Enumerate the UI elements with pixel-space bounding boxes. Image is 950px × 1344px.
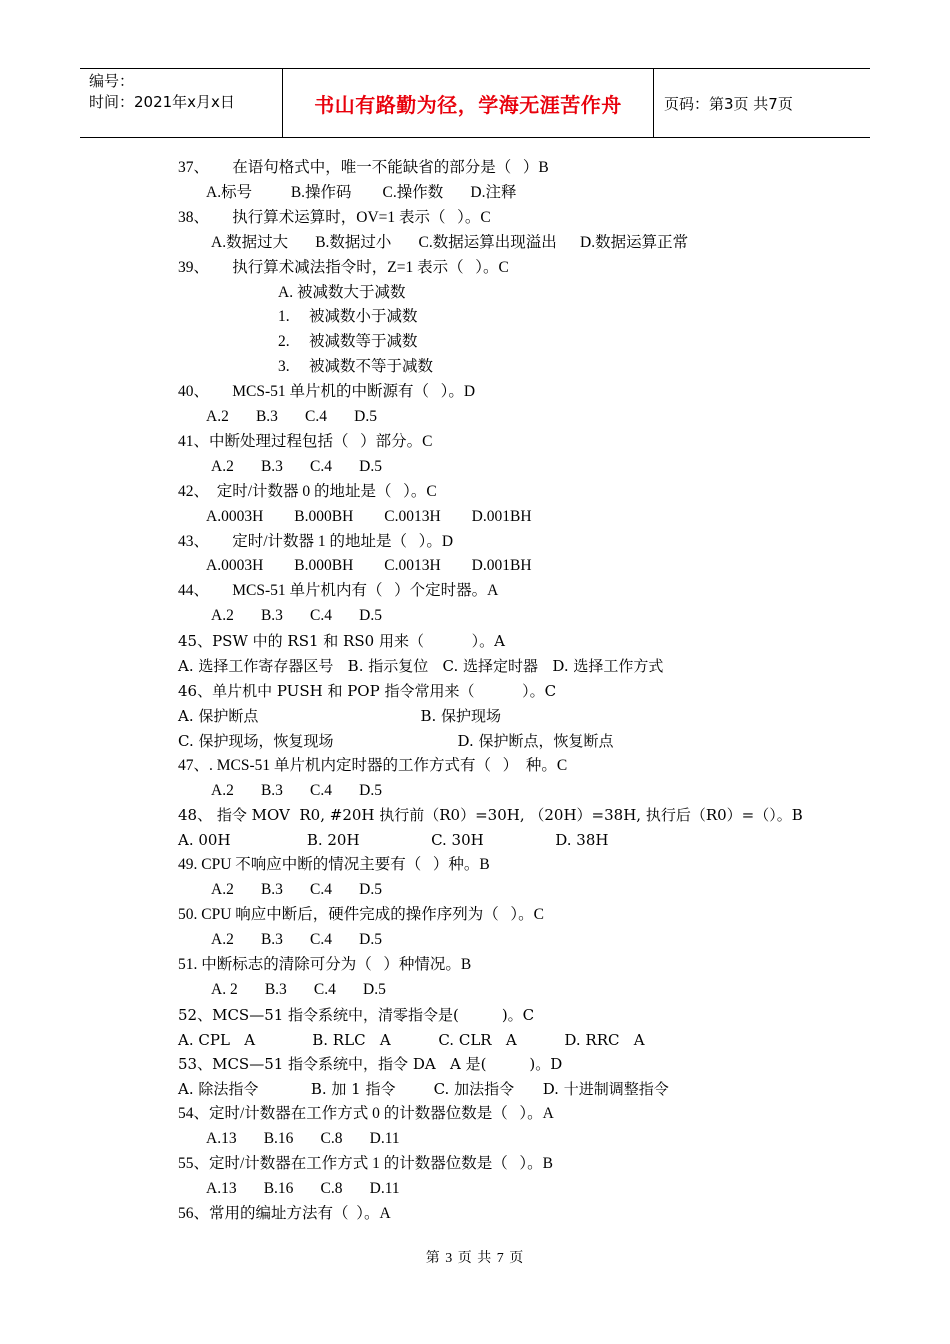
question-line: 44、 MCS-51 单片机内有（ ）个定时器。A [178,582,499,600]
question-line: 52、MCS—51 指令系统中，清零指令是( )。C [178,1005,535,1024]
question-line: A. 选择工作寄存器区号 B. 指示复位 C. 选择定时器 D. 选择工作方式 [178,657,664,675]
question-line: A.13 B.16 C.8 D.11 [206,1179,400,1197]
question-line: A.2 B.3 C.4 D.5 [211,457,382,475]
question-line: A.2 B.3 C.4 D.5 [211,881,382,899]
page-header [80,68,870,138]
question-line: 45、PSW 中的 RS1 和 RS0 用来（ ）。A [178,632,505,651]
question-line: A.2 B.3 C.4 D.5 [211,930,382,948]
header-page-label: 页码：第3页 共7页 [664,94,793,113]
question-line: A.标号 B.操作码 C.操作数 D.注释 [206,183,517,201]
question-line: 56、常用的编址方法有（ ）。A [178,1204,391,1222]
question-line: 2. 被减数等于减数 [278,333,418,351]
question-line: 40、 MCS-51 单片机的中断源有（ ）。D [178,383,476,401]
question-line: 43、 定时/计数器 1 的地址是（ ）。D [178,532,454,550]
question-line: 47、. MCS-51 单片机内定时器的工作方式有（ ） 种。C [178,756,568,774]
question-line: A.13 B.16 C.8 D.11 [206,1130,400,1148]
question-line: 48、 指令 MOV R0, #20H 执行前（R0）=30H, （20H）=38H, 执行后（R0）=（）。B [178,806,803,825]
header-meta [80,69,282,137]
question-line: 50. CPU 响应中断后，硬件完成的操作序列为（ ）。C [178,906,544,923]
question-line: A. 00H B. 20H C. 30H D. 38H [178,831,609,850]
question-line: 51. 中断标志的清除可分为（ ）种情况。B [178,955,472,973]
question-line: 53、MCS—51 指令系统中，指令 DA A 是( )。D [178,1055,563,1074]
question-line: A. CPL A B. RLC A C. CLR A D. RRC A [178,1030,645,1049]
question-line: 54、定时/计数器在工作方式 0 的计数器位数是（ ）。A [178,1105,554,1123]
question-line: A. 除法指令 B. 加 1 指令 C. 加法指令 D. 十进制调整指令 [178,1080,669,1099]
question-line: A. 2 B.3 C.4 D.5 [211,980,386,998]
question-line: 1. 被减数小于减数 [278,308,418,326]
question-line: A.2 B.3 C.4 D.5 [211,781,382,799]
question-line: 46、单片机中 PUSH 和 POP 指令常用来（ ）。C [178,681,557,700]
question-line: A.数据过大 B.数据过小 C.数据运算出现溢出 D.数据运算正常 [211,233,689,251]
question-line: A. 被减数大于减数 [278,283,406,301]
question-line: 3. 被减数不等于减数 [278,358,434,376]
document-number-label: 编号： [89,72,135,90]
document-time-label: 时间：2021年x月x日 [89,93,235,111]
question-line: A. 保护断点 B. 保护现场 [178,706,502,725]
question-line: 37、 在语句格式中，唯一不能缺省的部分是（ ）B [178,159,549,176]
question-line: 42、 定时/计数器 0 的地址是（ ）。C [178,482,437,500]
question-line: A.2 B.3 C.4 D.5 [206,408,377,425]
question-line: 49. CPU 不响应中断的情况主要有（ ）种。B [178,856,490,874]
question-line: 41、中断处理过程包括（ ）部分。C [178,432,433,450]
question-line: A.2 B.3 C.4 D.5 [211,607,382,625]
question-line: 38、 执行算术运算时，OV=1 表示（ ）。C [178,208,491,226]
question-line: A.0003H B.000BH C.0013H D.001BH [206,557,532,575]
header-motto: 书山有路勤为径，学海无涯苦作舟 [282,69,654,137]
question-line: 55、定时/计数器在工作方式 1 的计数器位数是（ ）。B [178,1155,554,1172]
question-line: A.0003H B.000BH C.0013H D.001BH [206,507,532,525]
question-line: C. 保护现场，恢复现场 D. 保护断点，恢复断点 [178,731,614,750]
question-line: 39、 执行算术减法指令时，Z=1 表示（ ）。C [178,258,509,276]
page-footer: 第 3 页 共 7 页 [425,1251,525,1266]
